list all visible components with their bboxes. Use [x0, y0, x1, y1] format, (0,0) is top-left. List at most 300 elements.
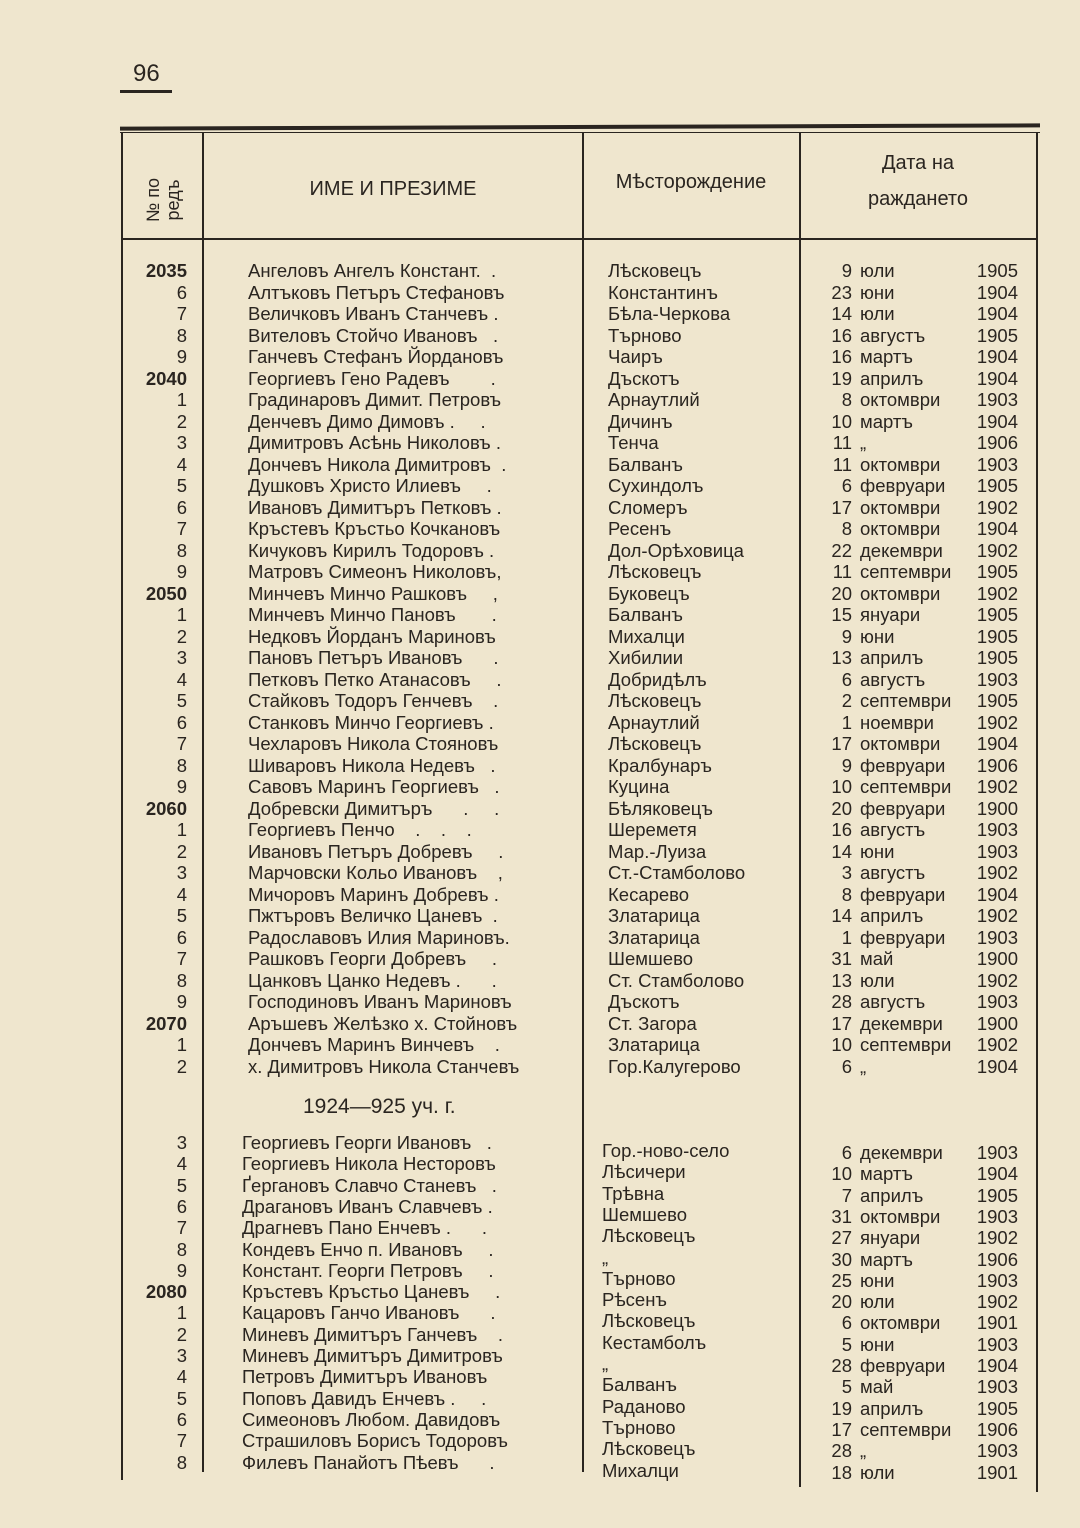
birth-day: 16 [831, 346, 852, 367]
birthplace: Лѣсковецъ [602, 1225, 696, 1247]
birth-month: октомври [860, 582, 941, 604]
row-number: 2035 [145, 260, 187, 281]
birth-day: 13 [831, 647, 852, 668]
birth-month: мартъ [860, 1248, 913, 1270]
student-name: Минчевъ Минчо Рашковъ , [248, 582, 498, 604]
table-row [0, 798, 1080, 820]
student-name: Ґергановъ Славчо Станевъ . [242, 1174, 497, 1196]
birth-month: януари [860, 1227, 921, 1249]
birthplace: Михалци [602, 1459, 679, 1481]
birthplace: Куцина [608, 776, 670, 797]
student-name: Марчовски Кольо Ивановъ , [248, 862, 503, 883]
birth-month: юли [860, 1291, 895, 1313]
row-number: 6 [176, 496, 187, 518]
table-row [0, 669, 1080, 691]
birth-month: „ [860, 1440, 867, 1462]
table-row [0, 626, 1080, 648]
birth-day: 31 [831, 948, 852, 969]
table-row [0, 1034, 1080, 1056]
birth-day: 14 [831, 905, 852, 926]
table-row [0, 1132, 1080, 1163]
row-number: 7 [176, 303, 187, 324]
birth-year: 1903 [976, 1269, 1018, 1291]
birth-month: септември [860, 690, 952, 711]
birthplace: Ст. Загора [608, 1012, 697, 1034]
row-number: 2 [176, 1323, 187, 1345]
birth-day: 17 [831, 1012, 852, 1034]
birth-year: 1906 [976, 1418, 1018, 1440]
birth-day: 14 [831, 303, 852, 324]
birth-day: 10 [831, 410, 852, 432]
birthplace: Бѣла-Черкова [608, 303, 731, 324]
birthplace: Шемшево [608, 948, 694, 969]
table-row [0, 948, 1080, 970]
student-name: Стайковъ Тодоръ Генчевъ . [248, 690, 499, 711]
birth-month: априлъ [860, 1397, 924, 1419]
birth-day: 19 [831, 367, 852, 389]
birthplace: Арнаутлий [608, 389, 700, 410]
birthplace: Буковецъ [608, 582, 690, 604]
birth-year: 1904 [976, 410, 1018, 432]
table-row [0, 432, 1080, 454]
birth-day: 19 [831, 1397, 852, 1419]
birth-month: май [860, 948, 894, 969]
row-number: 5 [176, 1387, 187, 1409]
student-name: Георгиевъ Георги Ивановъ . [242, 1132, 492, 1153]
birth-year: 1900 [976, 797, 1018, 819]
row-number: 3 [176, 647, 187, 668]
student-name: Драгневъ Пано Енчевъ . . [242, 1217, 488, 1239]
birth-day: 20 [831, 1291, 852, 1313]
birth-year: 1902 [976, 969, 1018, 991]
table-row [0, 776, 1080, 798]
birth-year: 1904 [976, 303, 1018, 324]
row-number: 9 [176, 561, 187, 582]
birth-month: августъ [860, 324, 926, 346]
birth-month: мартъ [860, 346, 913, 367]
header-number: № по редъ [143, 177, 183, 223]
row-number: 2 [176, 840, 187, 862]
birthplace: Арнаутлий [608, 711, 700, 733]
birthplace: Дол-Орѣховица [608, 539, 744, 561]
table-row [0, 604, 1080, 626]
table-row [0, 454, 1080, 476]
birth-day: 11 [832, 453, 852, 475]
student-name: Миневъ Димитъръ Димитровъ [242, 1345, 503, 1366]
student-name: Констант. Георги Петровъ . [242, 1259, 494, 1281]
student-name: Петровъ Димитъръ Ивановъ [242, 1366, 488, 1388]
birthplace: Балванъ [602, 1374, 677, 1396]
birth-month: априлъ [860, 647, 924, 668]
birth-month: юли [860, 1461, 895, 1483]
birth-month: октомври [860, 453, 941, 475]
table-row [0, 970, 1080, 992]
row-number: 3 [176, 1132, 187, 1153]
row-number: 7 [176, 1217, 187, 1239]
birth-month: августъ [860, 668, 926, 690]
student-name: Шиваровъ Никола Недевъ . [248, 754, 496, 776]
birth-day: 7 [841, 1184, 852, 1206]
table-row [0, 389, 1080, 411]
birth-day: 16 [831, 324, 852, 346]
birth-day: 5 [841, 1376, 852, 1398]
birth-month: февруари [860, 883, 946, 905]
student-name: Денчевъ Димо Димовъ . . [248, 410, 486, 432]
birth-day: 22 [831, 539, 852, 561]
birthplace: Раданово [602, 1395, 686, 1417]
birthplace: Мар.-Луиза [608, 840, 707, 862]
birth-day: 9 [841, 260, 852, 281]
row-number: 8 [176, 1451, 187, 1473]
row-number: 4 [176, 668, 187, 690]
birth-day: 17 [831, 733, 852, 754]
birth-year: 1903 [976, 389, 1018, 410]
birthplace: Балванъ [608, 604, 683, 625]
student-name: Страшиловъ Борисъ Тодоровъ [242, 1430, 508, 1452]
student-name: Кръстевъ Кръстьо Кочкановъ [248, 518, 501, 539]
birth-day: 10 [831, 1034, 852, 1055]
table-row [0, 561, 1080, 583]
birth-year: 1905 [976, 1184, 1018, 1206]
student-name: Цанковъ Цанко Недевъ . . [248, 969, 497, 991]
birth-year: 1903 [976, 1205, 1018, 1227]
birth-day: 6 [841, 475, 852, 496]
table-row [0, 1056, 1080, 1078]
row-number: 2050 [145, 582, 187, 604]
birth-month: февруари [860, 1355, 946, 1376]
header-birthdate-line2: раждането [868, 188, 968, 210]
row-number: 6 [176, 1408, 187, 1430]
birth-month: февруари [860, 797, 946, 819]
row-number: 2 [176, 410, 187, 432]
birth-month: юли [860, 260, 895, 281]
birth-year: 1902 [976, 862, 1018, 883]
student-name: Алтъковъ Петъръ Стефановъ [248, 281, 505, 303]
student-name: Господиновъ Иванъ Мариновъ [248, 991, 512, 1012]
birth-month: октомври [860, 389, 941, 410]
table-row [0, 518, 1080, 540]
student-name: Драгановъ Иванъ Славчевъ . [242, 1195, 493, 1217]
birth-year: 1902 [976, 582, 1018, 604]
birthplace: Сломеръ [608, 496, 688, 518]
row-number: 8 [176, 324, 187, 346]
table-row [0, 647, 1080, 669]
page-number: 96 [133, 60, 160, 87]
birthplace: Ресенъ [608, 518, 672, 539]
row-number: 2070 [145, 1012, 187, 1034]
birthplace: Хибилии [608, 647, 684, 668]
birth-year: 1904 [976, 733, 1018, 754]
birth-day: 8 [841, 518, 852, 539]
table-row [0, 497, 1080, 519]
row-number: 6 [176, 1195, 187, 1217]
birthplace: Дъскотъ [608, 991, 680, 1012]
birth-day: 10 [831, 1163, 852, 1185]
student-name: Петковъ Петко Атанасовъ . [248, 668, 502, 690]
row-number: 4 [176, 453, 187, 475]
birthplace: Рѣсенъ [602, 1289, 667, 1311]
birthplace: Търново [608, 324, 682, 346]
birthplace: Дичинъ [608, 410, 673, 432]
row-number: 1 [176, 604, 187, 625]
birth-day: 1 [841, 711, 852, 733]
birth-year: 1902 [976, 539, 1018, 561]
birth-year: 1906 [976, 754, 1018, 776]
section-2-title: 1924—925 уч. г. [303, 1095, 456, 1118]
birth-month: февруари [860, 926, 946, 948]
birth-year: 1902 [976, 1227, 1018, 1249]
table-row [0, 325, 1080, 347]
student-name: Миневъ Димитъръ Ганчевъ . [242, 1323, 503, 1345]
birth-month: августъ [860, 819, 926, 840]
birthplace: Тенча [608, 432, 659, 453]
birth-day: 10 [831, 776, 852, 797]
birth-year: 1906 [976, 432, 1018, 453]
table-row [0, 690, 1080, 712]
birth-year: 1905 [976, 604, 1018, 625]
row-number: 3 [176, 862, 187, 883]
birthplace: Трѣвна [602, 1182, 665, 1204]
table-row [0, 733, 1080, 755]
student-name: Величковъ Иванъ Станчевъ . [248, 303, 499, 324]
student-name: х. Димитровъ Никола Станчевъ [248, 1055, 520, 1077]
birth-month: септември [860, 1418, 952, 1440]
row-number: 5 [176, 905, 187, 926]
birthplace: Лѣсковецъ [608, 561, 702, 582]
student-name: Станковъ Минчо Георгиевъ . [248, 711, 494, 733]
birth-year: 1903 [976, 819, 1018, 840]
birthplace: Златарица [608, 905, 700, 926]
birth-month: декември [860, 1142, 943, 1163]
birth-day: 28 [831, 1355, 852, 1376]
birth-month: юни [860, 1269, 895, 1291]
birth-year: 1904 [976, 1355, 1018, 1376]
birth-day: 20 [831, 797, 852, 819]
table-row [0, 368, 1080, 390]
birth-month: ноември [860, 711, 934, 733]
table-row [0, 475, 1080, 497]
birthplace: Ст.-Стамболово [608, 862, 746, 883]
row-number: 7 [176, 1430, 187, 1452]
birthplace: Лѣсковецъ [602, 1310, 696, 1332]
birth-year: 1903 [976, 840, 1018, 862]
student-name: Аръшевъ Желѣзко х. Стойновъ [248, 1012, 518, 1034]
birthplace: Кралбунаръ [608, 754, 712, 776]
birthplace: Дъскотъ [608, 367, 680, 389]
birth-year: 1905 [976, 561, 1018, 582]
birth-year: 1905 [976, 260, 1018, 281]
birth-month: февруари [860, 475, 946, 496]
birthplace: Лѣсковецъ [602, 1438, 696, 1460]
birth-day: 17 [831, 496, 852, 518]
table-row [0, 712, 1080, 734]
birth-month: юли [860, 303, 895, 324]
birth-day: 14 [831, 840, 852, 862]
table-row [0, 1013, 1080, 1035]
header-bottom-rule [121, 238, 1038, 240]
birth-month: септември [860, 776, 952, 797]
row-number: 2080 [145, 1281, 187, 1303]
birth-month: мартъ [860, 1163, 913, 1185]
row-number: 2040 [145, 367, 187, 389]
birth-month: септември [860, 1034, 952, 1055]
student-name: Матровъ Симеонъ Николовъ, [248, 561, 502, 582]
birth-month: „ [860, 1055, 867, 1077]
row-number: 2060 [145, 797, 187, 819]
birth-day: 6 [841, 1055, 852, 1077]
birthplace: Кестамболъ [602, 1331, 707, 1353]
birth-year: 1904 [976, 518, 1018, 539]
birthplace: „ [602, 1353, 609, 1374]
student-name: Душковъ Христо Илиевъ . [248, 475, 492, 496]
birth-year: 1903 [976, 453, 1018, 475]
birth-day: 6 [841, 668, 852, 690]
birth-day: 18 [831, 1461, 852, 1483]
student-name: Добревски Димитъръ . . [248, 797, 500, 819]
birth-month: октомври [860, 496, 941, 518]
table-row [0, 411, 1080, 433]
table-row [0, 819, 1080, 841]
row-number: 8 [176, 539, 187, 561]
birth-day: 6 [841, 1312, 852, 1334]
student-name: Симеоновъ Любом. Давидовъ [242, 1408, 501, 1430]
birth-year: 1903 [976, 926, 1018, 948]
row-number: 9 [176, 776, 187, 797]
student-name: Дончевъ Маринъ Винчевъ . [248, 1034, 500, 1055]
birthplace: Константинъ [608, 281, 718, 303]
birth-month: октомври [860, 1205, 941, 1227]
table-row [0, 346, 1080, 368]
table-row [0, 991, 1080, 1013]
birth-day: 2 [841, 690, 852, 711]
birthplace: Михалци [608, 625, 685, 647]
row-number: 7 [176, 948, 187, 969]
birth-month: декември [860, 1012, 943, 1034]
birth-year: 1905 [976, 324, 1018, 346]
table-row [0, 583, 1080, 605]
student-name: Георгиевъ Гено Радевъ . [248, 367, 496, 389]
student-name: Кацаровъ Ганчо Ивановъ . [242, 1302, 496, 1324]
birth-year: 1905 [976, 1397, 1018, 1419]
student-name: Поповъ Давидъ Енчевъ . . [242, 1387, 487, 1409]
header-birthplace: Мѣсторождение [615, 171, 767, 193]
birth-year: 1902 [976, 711, 1018, 733]
birth-year: 1904 [976, 1163, 1018, 1185]
birthplace: Добридѣлъ [608, 668, 707, 690]
birth-month: мартъ [860, 410, 913, 432]
row-number: 3 [176, 1345, 187, 1366]
row-number: 1 [176, 1302, 187, 1324]
table-row [0, 905, 1080, 927]
birthplace: Лѣсковецъ [608, 690, 702, 711]
student-name: Ангеловъ Ангелъ Констант. . [248, 260, 497, 281]
row-number: 6 [176, 281, 187, 303]
row-number: 5 [176, 475, 187, 496]
birth-year: 1904 [976, 367, 1018, 389]
student-name: Недковъ Йорданъ Мариновъ [248, 625, 496, 647]
birth-year: 1903 [976, 1333, 1018, 1355]
student-name: Ивановъ Димитъръ Петковъ . [248, 496, 502, 518]
table-row [0, 755, 1080, 777]
birth-month: октомври [860, 518, 941, 539]
student-name: Ганчевъ Стефанъ Йордановъ [248, 346, 504, 367]
student-name: Кръстевъ Кръстьо Цаневъ . [242, 1281, 501, 1303]
birth-day: 28 [831, 1440, 852, 1462]
birth-day: 8 [841, 389, 852, 410]
row-number: 9 [176, 346, 187, 367]
page-number-underline [120, 90, 172, 93]
row-number: 2 [176, 1055, 187, 1077]
birth-day: 15 [831, 604, 852, 625]
birth-month: августъ [860, 862, 926, 883]
table-row [0, 282, 1080, 304]
birth-month: декември [860, 539, 943, 561]
birth-month: юли [860, 969, 895, 991]
birth-year: 1905 [976, 647, 1018, 668]
row-number: 5 [176, 690, 187, 711]
row-number: 3 [176, 432, 187, 453]
row-number: 2 [176, 625, 187, 647]
birth-year: 1902 [976, 776, 1018, 797]
birth-year: 1906 [976, 1248, 1018, 1270]
birth-month: юни [860, 1333, 895, 1355]
birth-year: 1902 [976, 496, 1018, 518]
student-name: Филевъ Панайотъ Пѣевъ . [242, 1451, 495, 1473]
birth-month: февруари [860, 754, 946, 776]
student-name: Мичоровъ Маринъ Добревъ . [248, 883, 499, 905]
birth-day: 11 [832, 561, 852, 582]
table-row [0, 841, 1080, 863]
birth-year: 1902 [976, 905, 1018, 926]
table-row [0, 540, 1080, 562]
table-row [0, 884, 1080, 906]
birthplace: „ [602, 1246, 609, 1268]
table-row [0, 862, 1080, 884]
table-top-rule-thin [120, 132, 1040, 133]
birthplace: Златарица [608, 1034, 700, 1055]
birth-day: 27 [831, 1227, 852, 1249]
birth-month: септември [860, 561, 952, 582]
birth-month: юни [860, 840, 895, 862]
student-name: Вителовъ Стойчо Ивановъ . [248, 324, 499, 346]
birthplace: Ст. Стамболово [608, 969, 745, 991]
birth-day: 16 [831, 819, 852, 840]
row-number: 6 [176, 926, 187, 948]
row-number: 1 [176, 819, 187, 840]
birthplace: Сухиндолъ [608, 475, 704, 496]
row-number: 7 [176, 733, 187, 754]
birth-year: 1901 [976, 1312, 1018, 1334]
birth-year: 1900 [976, 1012, 1018, 1034]
row-number: 8 [176, 969, 187, 991]
row-number: 9 [176, 1259, 187, 1281]
table-row [0, 303, 1080, 325]
row-number: 4 [176, 883, 187, 905]
student-name: Кондевъ Енчо п. Ивановъ . [242, 1238, 494, 1260]
birthplace: Лѣсковецъ [608, 733, 702, 754]
birthplace: Чаиръ [608, 346, 663, 367]
student-name: Минчевъ Минчо Пановъ . [248, 604, 497, 625]
table-top-rule [120, 123, 1040, 130]
birth-day: 25 [831, 1269, 852, 1291]
birthplace: Гор.-ново-село [602, 1140, 730, 1161]
birthplace: Бѣляковецъ [608, 797, 713, 819]
row-number: 6 [176, 711, 187, 733]
birth-day: 17 [831, 1418, 852, 1440]
birth-year: 1901 [976, 1461, 1018, 1483]
birthplace: Шемшево [602, 1203, 688, 1225]
row-number: 8 [176, 754, 187, 776]
